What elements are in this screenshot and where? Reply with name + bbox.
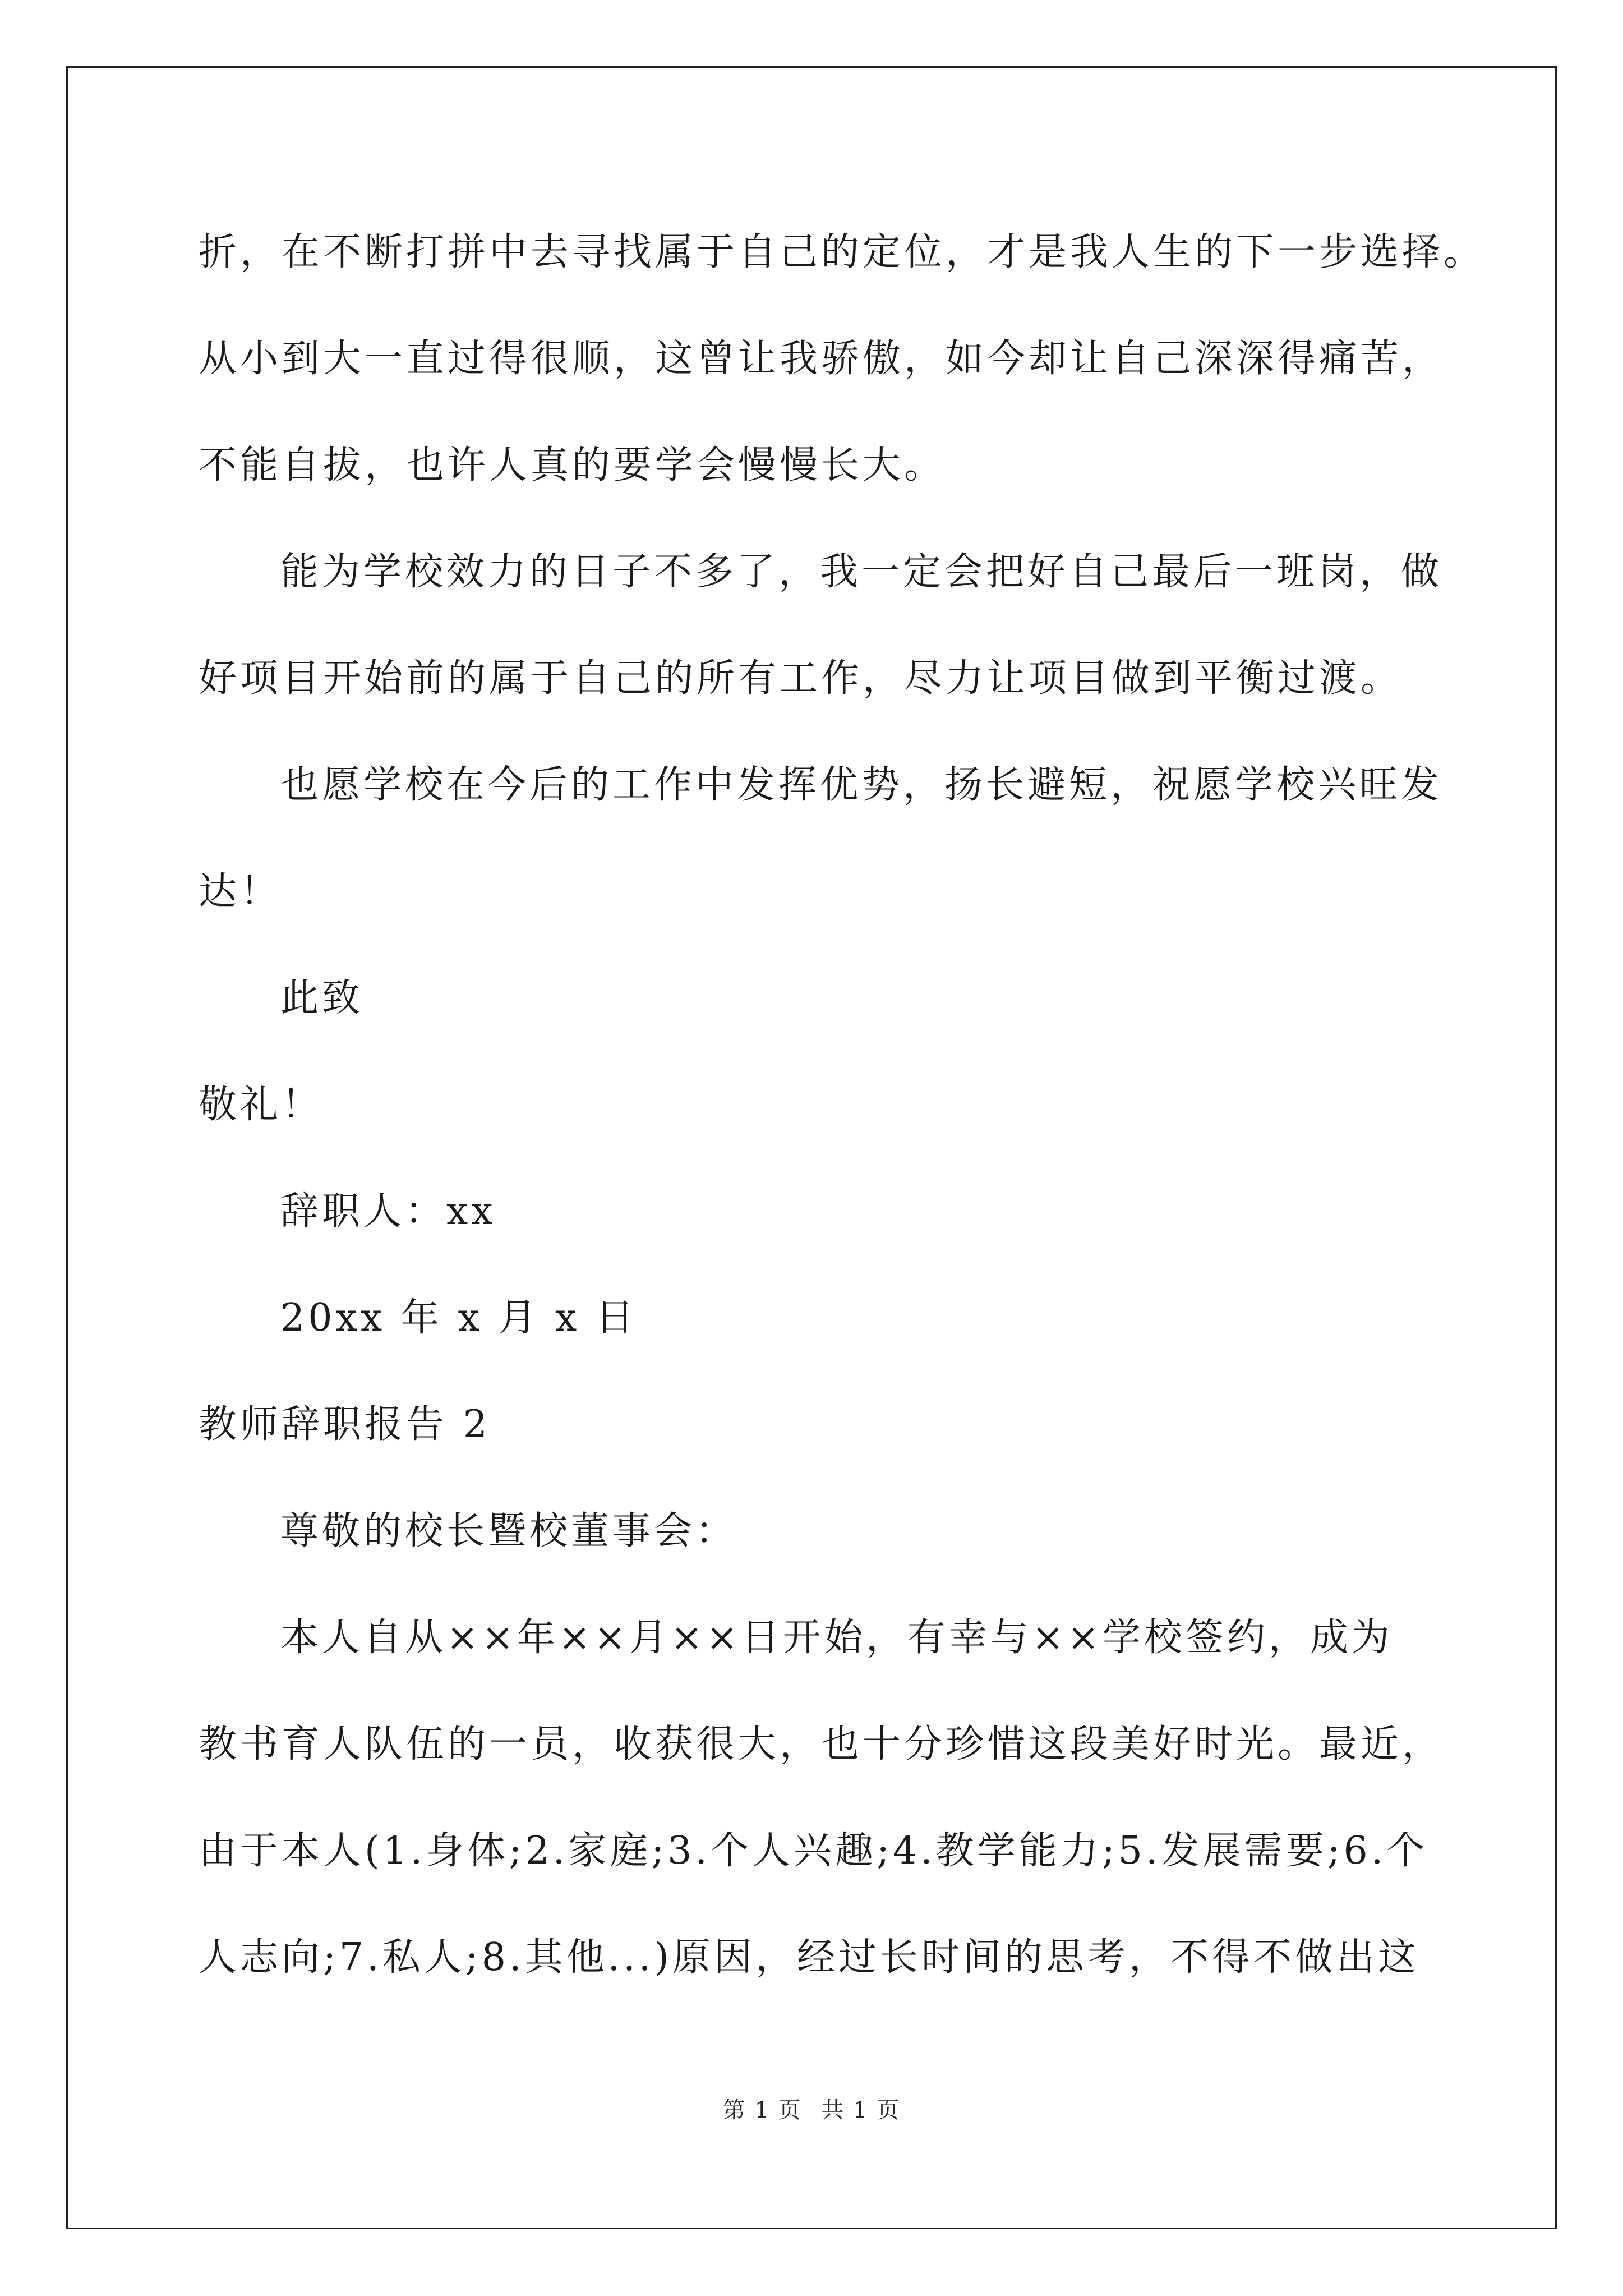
body-line-7: 达！ xyxy=(199,869,282,914)
body-line-5: 好项目开始前的属于自己的所有工作，尽力让项目做到平衡过渡。 xyxy=(199,656,1403,701)
body-line-1: 折，在不断打拼中去寻找属于自己的定位，才是我人生的下一步选择。 xyxy=(199,230,1486,274)
greeting: 尊敬的校长暨校董事会： xyxy=(280,1509,737,1553)
closing-salutation: 此致 xyxy=(280,976,364,1020)
body-line-17: 人志向;7.私人;8.其他...)原因，经过长时间的思考，不得不做出这 xyxy=(199,1935,1419,1980)
body-line-16: 由于本人(1.身体;2.家庭;3.个人兴趣;4.教学能力;5.发展需要;6.个 xyxy=(199,1829,1428,1873)
body-line-6: 也愿学校在今后的工作中发挥优势，扬长避短，祝愿学校兴旺发 xyxy=(280,763,1443,807)
body-line-2: 从小到大一直过得很顺，这曾让我骄傲，如今却让自己深深得痛苦， xyxy=(199,337,1444,381)
page-border xyxy=(66,66,1557,2229)
page-footer xyxy=(0,2097,1623,2124)
body-line-4: 能为学校效力的日子不多了，我一定会把好自己最后一班岗，做 xyxy=(280,550,1443,594)
signature-date: 20xx 年 x 月 x 日 xyxy=(280,1296,638,1340)
signature-name: 辞职人：xx xyxy=(280,1189,496,1234)
body-line-14: 本人自从××年××月××日开始，有幸与××学校签约，成为 xyxy=(280,1616,1393,1660)
closing-regards: 敬礼！ xyxy=(199,1083,324,1127)
page-number: 第 1 页 xyxy=(722,2097,802,2123)
body-line-15: 教书育人队伍的一员，收获很大，也十分珍惜这段美好时光。最近， xyxy=(199,1722,1444,1766)
section-title: 教师辞职报告 2 xyxy=(199,1402,491,1447)
page-total: 共 1 页 xyxy=(821,2097,901,2123)
body-line-3: 不能自拔，也许人真的要学会慢慢长大。 xyxy=(199,443,946,487)
